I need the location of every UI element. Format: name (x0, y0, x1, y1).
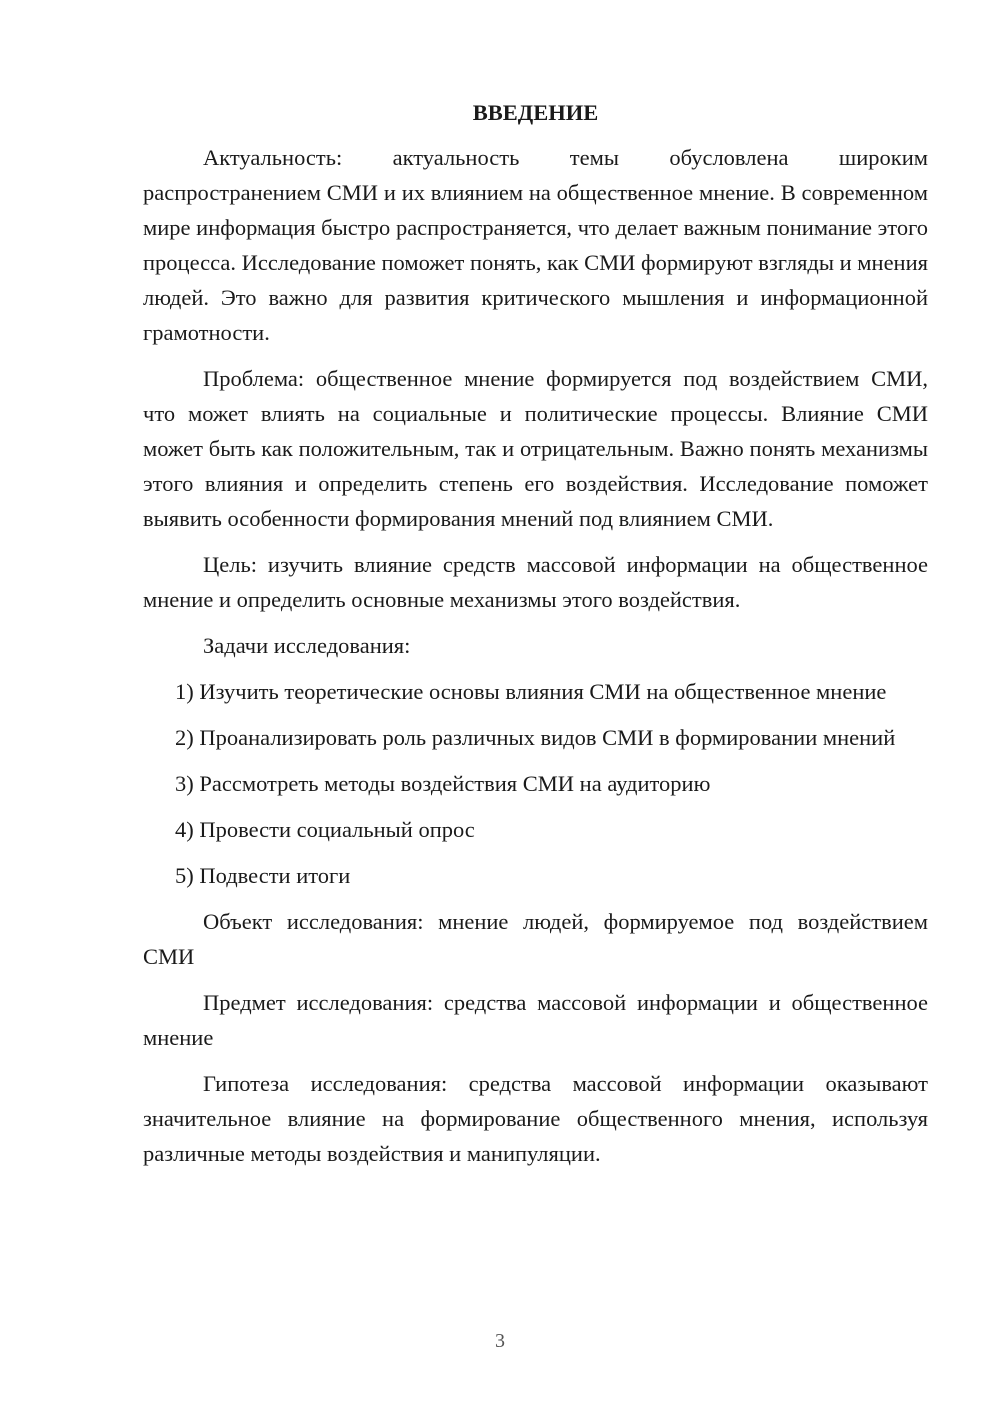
paragraph-subject: Предмет исследования: средства массовой информации и общественное мнение (143, 990, 928, 1050)
list-item: 5) Подвести итоги (175, 863, 351, 888)
list-item: 2) Проанализировать роль различных видов СМИ в формировании мнений (175, 725, 896, 750)
paragraph-object: Объект исследования: мнение людей, формируемое под воздействием СМИ (143, 909, 928, 969)
page-content (143, 95, 928, 1182)
list-item: 1) Изучить теоретические основы влияния СМИ на общественное мнение (175, 679, 887, 704)
paragraph-hypothesis: Гипотеза исследования: средства массовой информации оказывают значительное влияние на формирование общественного мнения, используя различные методы воздействия и манипуляции. (143, 1071, 928, 1166)
section-title: ВВЕДЕНИЕ (472, 100, 599, 125)
tasks-heading: Задачи исследования: (203, 633, 411, 658)
list-item: 4) Провести социальный опрос (175, 817, 475, 842)
paragraph-relevance: Актуальность: актуальность темы обусловлена широким распространением СМИ и их влиянием на общественное мнение. В современном мире информация быстро распространяется, что делает важным понимание этого процесса. Исследование поможет понять, как СМИ формируют взгляды и мнения людей. Это важно для развития критического мышления и информационной грамотности. (143, 145, 928, 345)
tasks-list (143, 674, 928, 893)
page-number: 3 (495, 1330, 505, 1352)
paragraph-problem: Проблема: общественное мнение формируется под воздействием СМИ, что может влиять на социальные и политические процессы. Влияние СМИ может быть как положительным, так и отрицательным. Важно понять механизмы этого влияния и определить степень его воздействия. Исследование поможет выявить особенности формирования мнений под влиянием СМИ. (143, 366, 928, 531)
paragraph-goal: Цель: изучить влияние средств массовой информации на общественное мнение и определить основные механизмы этого воздействия. (143, 552, 928, 612)
list-item: 3) Рассмотреть методы воздействия СМИ на аудиторию (175, 771, 711, 796)
